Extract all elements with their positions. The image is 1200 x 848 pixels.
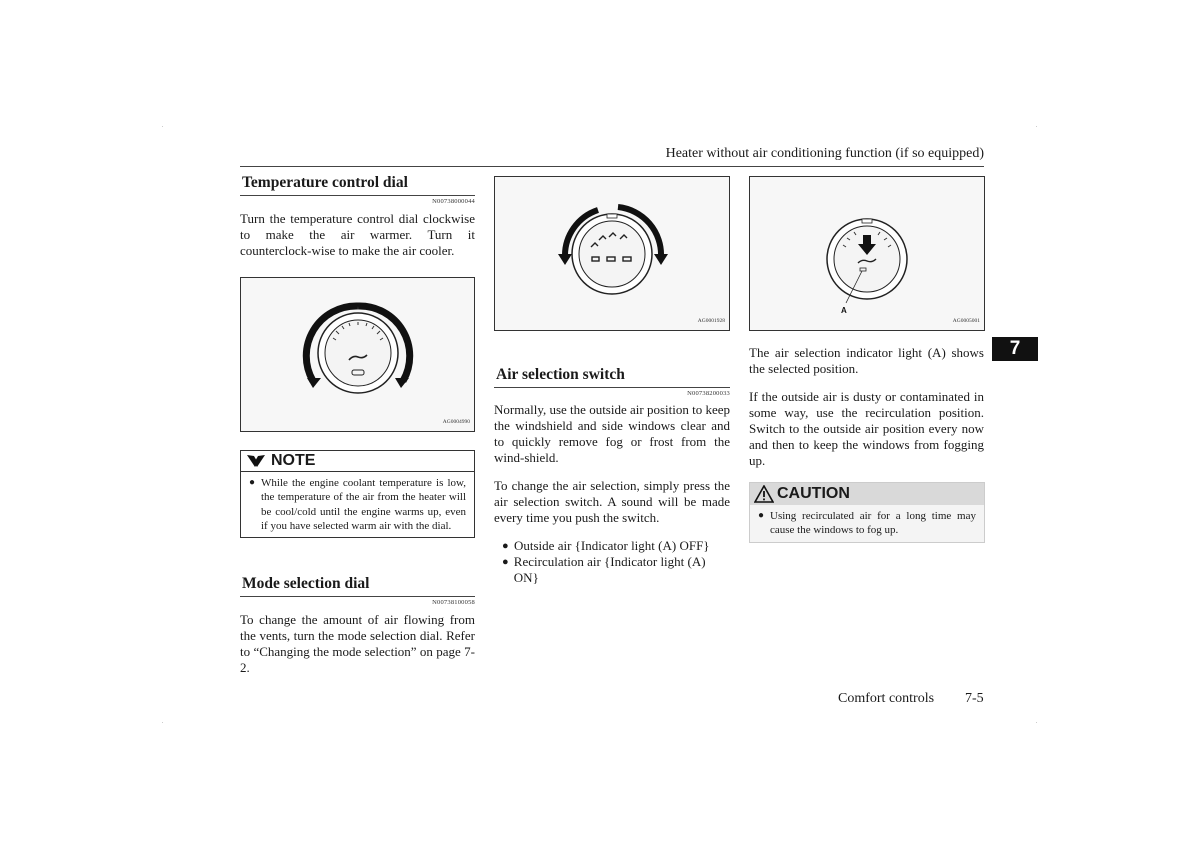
list-item-text: Outside air {Indicator light (A) OFF} <box>514 538 710 553</box>
mode-dial-illustration <box>495 177 729 330</box>
heading-temperature-control-dial: Temperature control dial <box>242 174 408 191</box>
caution-item-text: Using recirculated air for a long time may cause the windows to fog up. <box>770 510 976 537</box>
caution-box <box>749 482 985 543</box>
indicator-paragraph: The air selection indicator light (A) shows the selected position. <box>749 345 984 376</box>
list-item <box>502 538 730 554</box>
note-label: NOTE <box>271 452 316 469</box>
note-box <box>240 450 475 538</box>
note-item <box>249 476 466 533</box>
heading-mode-selection-dial: Mode selection dial <box>242 575 370 592</box>
mode-section <box>240 575 475 676</box>
note-item-text: While the engine coolant temperature is low, the temperature of the air from the heater will be cool/cold until the engine warms up, even if you have selected warm air with the dial. <box>261 477 466 532</box>
crop-mark <box>162 722 163 723</box>
note-icon <box>245 453 267 469</box>
list-item <box>502 554 730 586</box>
heading-rule <box>240 195 475 196</box>
caution-header <box>750 483 984 505</box>
bullet-icon: ● <box>502 540 509 552</box>
temperature-paragraph: Turn the temperature control dial clockwise to make the air warmer. Turn it counterclock-wise to make the air cooler. <box>240 211 475 258</box>
footer-section: Comfort controls <box>838 691 935 706</box>
figure-code: AG0005001 <box>952 318 980 324</box>
crop-mark <box>1036 722 1037 723</box>
column-1 <box>240 174 475 675</box>
note-body <box>241 472 474 537</box>
bullet-icon: ● <box>502 556 509 568</box>
air-switch-illustration <box>750 177 984 330</box>
chapter-tab: 7 <box>992 337 1038 361</box>
header-rule <box>240 166 984 167</box>
section-code: N00738200033 <box>687 390 730 397</box>
caution-label: CAUTION <box>777 485 850 502</box>
running-header: Heater without air conditioning function (if so equipped) <box>665 146 984 161</box>
list-item-text: Recirculation air {Indicator light (A) ON} <box>513 554 706 585</box>
figure-code: AG0001928 <box>697 318 725 324</box>
note-header <box>241 451 474 472</box>
figure-air-switch <box>749 176 985 331</box>
warning-icon <box>754 485 774 503</box>
heading-rule <box>240 596 475 597</box>
air-paragraph-2: To change the air selection, simply press the air selection switch. A sound will be made every time you push the switch. <box>494 478 730 525</box>
air-paragraph-1: Normally, use the outside air position to keep the windshield and side windows clear and to quickly remove fog or frost from the wind-shield. <box>494 402 730 465</box>
figure-mode-dial <box>494 176 730 331</box>
heading-rule <box>494 387 730 388</box>
heading-air-selection-switch: Air selection switch <box>496 366 625 383</box>
figure-code: AG0004990 <box>442 419 470 425</box>
air-section <box>494 366 730 586</box>
recirculation-paragraph: If the outside air is dusty or contaminated in some way, use the recirculation position. Switch to the outside air position every now and then to keep the windows from fogging up. <box>749 389 984 468</box>
temperature-dial-illustration <box>241 278 474 431</box>
caution-item <box>758 509 976 538</box>
air-selection-list <box>494 538 730 586</box>
crop-mark <box>162 126 163 127</box>
page-number: 7-5 <box>965 691 984 706</box>
section-code: N00738100058 <box>432 599 475 606</box>
bullet-icon: ● <box>758 510 765 521</box>
section-code: N00738000044 <box>432 198 475 205</box>
mode-paragraph: To change the amount of air flowing from the vents, turn the mode selection dial. Refer to “Changing the mode selection” on page 7-2. <box>240 612 475 675</box>
caution-body <box>750 505 984 542</box>
figure-label-a: A <box>841 306 847 315</box>
crop-mark <box>1036 126 1037 127</box>
bullet-icon: ● <box>249 477 256 488</box>
figure-temperature-dial <box>240 277 475 432</box>
